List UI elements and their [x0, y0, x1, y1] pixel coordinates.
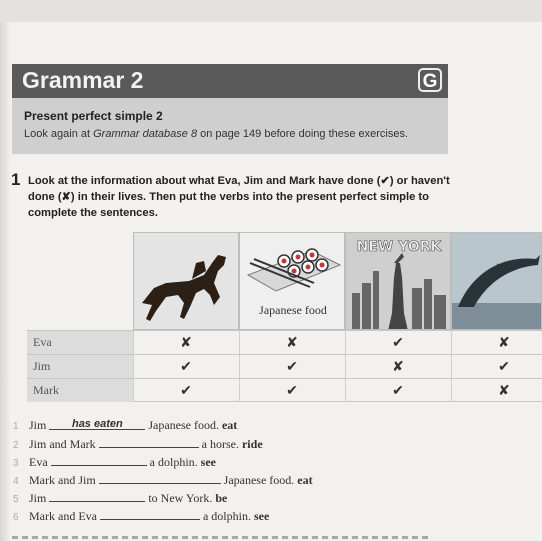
- list-item: [13, 418, 237, 436]
- table-cell: ✔: [451, 355, 542, 378]
- table-cell: ✔: [239, 355, 344, 378]
- table-cell: ✔: [133, 379, 238, 402]
- table-cell: ✔: [345, 331, 450, 354]
- row-name: Eva: [27, 331, 133, 354]
- sentence-subject: Mark and Eva: [29, 509, 97, 523]
- sentence-number: 1: [13, 421, 19, 432]
- info-table: [27, 232, 542, 402]
- row-name: Jim: [27, 355, 133, 378]
- exercise-instruction: Look at the information about what Eva, Jim and Mark have done (✔) or haven't done (✘) in their lives. Then put the verbs into the present perfect simple to complete the sentences.: [28, 175, 450, 219]
- sentence-number: 3: [13, 458, 19, 469]
- table-cell: ✘: [133, 331, 238, 354]
- book-gutter: [0, 22, 10, 541]
- info-box-text: [24, 128, 408, 140]
- answer-blank[interactable]: [99, 472, 221, 484]
- table-cell: ✔: [133, 355, 238, 378]
- row-name: Mark: [27, 379, 133, 402]
- table-row: [27, 378, 542, 402]
- sentence-subject: Jim: [29, 418, 47, 432]
- new-york-caption: NEW YORK: [356, 239, 442, 255]
- table-row: [27, 354, 542, 378]
- info-text-reference: Grammar database 8: [93, 128, 198, 140]
- info-box-title: Present perfect simple 2: [24, 109, 163, 123]
- table-cell: ✘: [345, 355, 450, 378]
- sentence-subject: Eva: [29, 455, 48, 469]
- horse-icon: [133, 232, 239, 330]
- sentence-number: 5: [13, 494, 19, 505]
- table-row: [27, 330, 542, 354]
- sentence-verb: see: [253, 509, 270, 523]
- sentence-subject: Mark and Jim: [29, 473, 96, 487]
- answer-blank[interactable]: [51, 454, 147, 466]
- exercise-number: 1: [11, 170, 21, 189]
- sentence-subject: Jim: [29, 491, 47, 505]
- table-cell: ✘: [451, 331, 542, 354]
- sentence-verb: eat: [221, 418, 238, 432]
- sentence-number: 4: [13, 476, 19, 487]
- table-cell: ✔: [345, 379, 450, 402]
- sentence-verb: ride: [241, 437, 263, 451]
- sentence-rest: a horse.: [201, 437, 239, 451]
- answer-blank[interactable]: [49, 418, 145, 430]
- sentence-subject: Jim and Mark: [29, 437, 96, 451]
- table-cell: ✘: [451, 379, 542, 402]
- sentence-number: 2: [13, 440, 19, 451]
- info-text-post: on page 149 before doing these exercises.: [197, 128, 409, 140]
- answer-blank[interactable]: [100, 508, 200, 520]
- sentence-rest: a dolphin.: [202, 509, 251, 523]
- sentence-number: 6: [13, 512, 19, 523]
- answer-blank[interactable]: [49, 490, 145, 502]
- sentence-rest: a dolphin.: [149, 455, 198, 469]
- list-item: [13, 472, 313, 490]
- new-york-icon: [345, 232, 451, 330]
- info-box: [12, 98, 448, 154]
- sentence-rest: Japanese food.: [148, 418, 219, 432]
- sentence-rest: to New York.: [148, 491, 213, 505]
- sentence-verb: be: [215, 491, 228, 505]
- grammar-banner: [12, 64, 448, 98]
- list-item: [13, 490, 227, 508]
- list-item: [13, 436, 263, 454]
- japanese-food-caption: Japanese food: [259, 303, 327, 317]
- table-cell: ✔: [239, 379, 344, 402]
- list-item: [13, 508, 269, 526]
- page-title: Grammar 2: [22, 67, 144, 93]
- answer-text: has eaten: [71, 418, 123, 430]
- table-cell: ✘: [239, 331, 344, 354]
- answer-blank[interactable]: [99, 436, 199, 448]
- list-item: [13, 454, 216, 472]
- sentence-rest: Japanese food.: [223, 473, 295, 487]
- dolphin-icon: [451, 232, 542, 330]
- info-text-pre: Look again at: [24, 128, 94, 140]
- page-top-edge: [0, 0, 542, 22]
- section-badge: G: [418, 68, 442, 92]
- sentence-verb: see: [200, 455, 216, 469]
- sentence-verb: eat: [297, 473, 313, 487]
- cut-off-text: [12, 535, 432, 541]
- sushi-icon: [239, 232, 345, 330]
